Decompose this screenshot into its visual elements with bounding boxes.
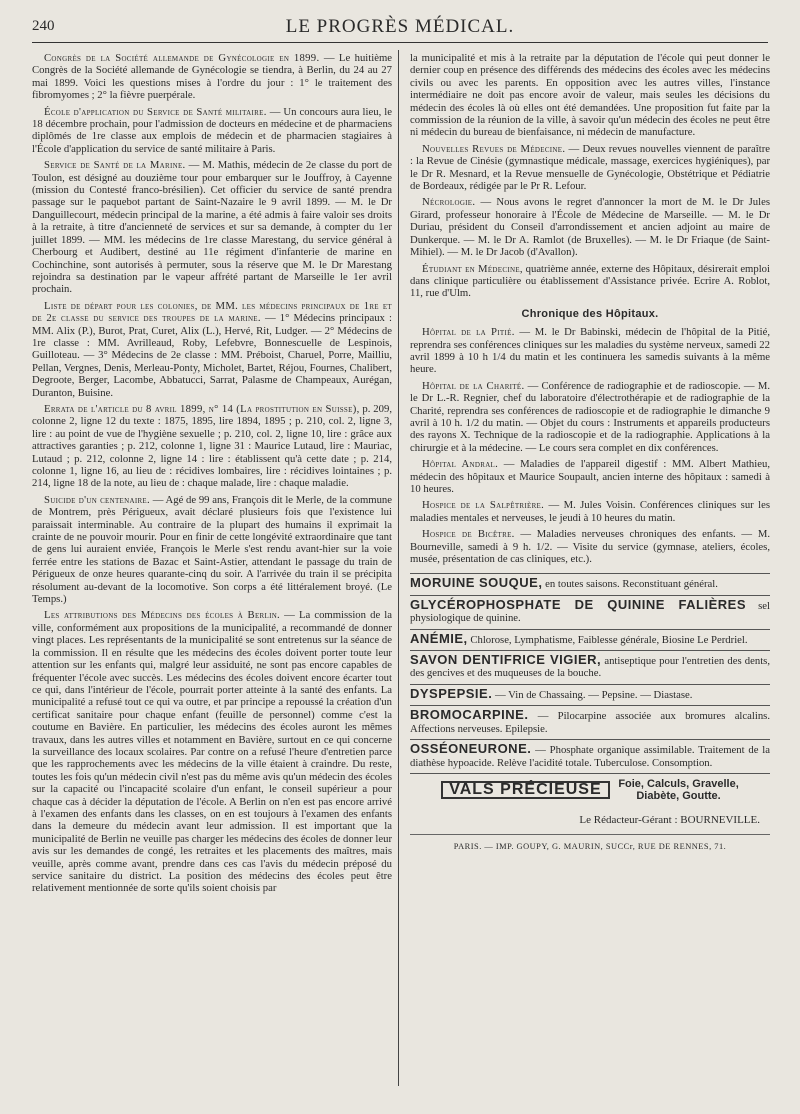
running-title: LE PROGRÈS MÉDICAL.: [285, 16, 515, 37]
column-divider: [398, 50, 399, 1086]
article-text: — Maladies de l'appareil digestif : MM. Albert Mathieu, médecin des hôpitaux et Maurice Soupault, ancien interne des hôpitaux : samedi à 10 heures.: [410, 458, 770, 495]
chronique-item: [410, 380, 770, 454]
advertisement: [410, 739, 770, 774]
ad-name: MORUINE SOUQUE,: [410, 575, 543, 591]
news-item: [32, 106, 392, 156]
article-lead: Suicide d'un centenaire.: [44, 493, 150, 506]
news-item: [32, 403, 392, 490]
chronique-item: [410, 499, 770, 524]
article-lead: Service de Santé de la Marine.: [44, 159, 186, 172]
article-text: la municipalité et mis à la retraite par la députation de l'école qui peut donner le dernier coup en présence des différends des médecins des écoles avec les médecins civils ou avec les parents. En opposition avec les autres villes, l'instance intermédiaire ne doit pas encore avoir de valeur, mais seules les décisions du médecin des écoles là où elles ont été demandées. Une proposition fut faite par la commission de la réunion de la ville, à savoir qu'un médecin des écoles ne peut être ni médecin du bureau de bienfaisance, ni médecin de manufacture.: [410, 52, 770, 139]
ad-name: BROMOCARPINE.: [410, 707, 529, 723]
article-lead: Errata de l'article du 8 avril 1899, n° 14 (La prostitution en Suisse),: [44, 402, 360, 415]
vals-line2: Diabète, Goutte.: [636, 789, 721, 802]
right-column: [410, 52, 770, 854]
article-text: — Agé de 99 ans, François dit le Merle, de la commune de Montrem, près Périgueux, avait déclaré plusieurs fois que l'existence lui paraissait interminable. Au contraire de la plupart des humains il exprimait la crainte de ne pouvoir mourir. Pour en finir de cette longévité extraordinaire que tant de gens lui auraient enviée, François le Merle s'est rendu avant-hier sur la voie ferrée entre les stations de Bazac et Saint-Astier, attendant le passage du train de Périgueux de onze heures quarante-cinq du soir. A l'arrivée du train il se précipita résolument au-devant de la locomotive. Son corps a été littéralement broyé. (Le Temps.): [32, 493, 393, 606]
news-item: [410, 143, 770, 193]
article-text: — La commission de la ville, conformément aux propositions de la municipalité, a recommandé de donner vingt places. Les représentants de la municipalité se sont entretenus sur la séance de la commission. Il en résulte que les médecins des écoles doivent porter toute leur attention sur les enfants qui, malgré leur assiduité, ne sont pas encore capables de fréquenter l'école avec succès. Les médecins des écoles doivent encore écarter tout ce qui, dans l'intérieur de l'école, pourrait porter atteinte à la santé des enfants. La municipalité a refusé tout ce qui va outre, et par principe a repoussé la création d'un certificat sanitaire pour chaque enfant (feuille de personnel) comme c'est la coutume en Bavière. En particulier, les médecins des écoles auront les mêmes travaux, dans les autres villes et notamment en Bavière, surtout en ce qui concerne la surveillance des locaux scolaires. Par contre on a refusé l'heure d'entretien parce que les rapprochements avec les médecins de la ville étaient à craindre. Du reste, toutes les fois qu'un médecin civil n'est pas du même avis qu'un médecin des écoles sur la capacité ou l'incapacité scolaire d'un enfant, le conseil supérieur a pour chaque cas à décider la députation de l'école. A Berlin on n'en est pas encore arrivé à l'examen des enfants dans les classes, on en est toujours à l'examen des enfants dans la demeure du médecin avant leur admission. Il est important que la municipalité de Berlin ne veuille pas charger les médecins des écoles de donner leur avis sur les demandes de congé, les retraites et les placements des maîtres, mais veuille, après comme avant, prendre dans ces cas l'avis du médecin préposé du service sanitaire du district. La position des médecins des écoles peut être relativement mentionnée de sorte qu'ils soient choisis par: [32, 609, 393, 895]
article-lead: Liste de départ pour les colonies, de MM. les médecins principaux de 1re et de 2e classe du service des troupes de la marine.: [32, 299, 392, 325]
article-text: p. 209, colonne 2, ligne 12 du texte : 1875, 1895, lire 1894, 1895 ; p. 210, col. 2, ligne 3, lire : au point de vue de l'hygiène sexuelle ; p. 210, col. 2, ligne 10, lire : grâce aux attractives garanties ; p. 212, colonne 1, ligne 31 : Maurice Lutaud, lire : Mauriac, Lutaud ; p. 212, colonne 2, ligne 14 : lire : établissent qu'à cette date ; p. 214, colonne 1, ligne 16, au lieu de : récidives lombaires, lire : récidives lointaines ; p. 214, ligne 18 de la note, au lieu de : chaque malade, lire : chaque maladie.: [32, 402, 393, 490]
printer-line: PARIS. — IMP. GOUPY, G. MAURIN, SUCCr, RUE DE RENNES, 71.: [410, 834, 770, 853]
article-lead: Hospice de Bicêtre.: [422, 528, 515, 541]
chronique-item: [410, 326, 770, 376]
chronique-articles: [410, 326, 770, 565]
article-text: — M. Jules Voisin. Conférences cliniques sur les maladies mentales et nerveuses, le jeudi à 10 heures du matin.: [410, 499, 770, 524]
news-item: [410, 196, 770, 258]
ad-name: SAVON DENTIFRICE VIGIER,: [410, 652, 602, 668]
advertisement: [410, 650, 770, 684]
news-item: [32, 609, 392, 894]
article-lead: Étudiant en Médecine,: [422, 262, 523, 275]
news-item: [32, 52, 392, 102]
article-text: — Deux revues nouvelles viennent de paraître : la Revue de Cinésie (gymnastique médicale, massage, exercices hygiéniques), par le Dr R. Mesnard, et la Revue mensuelle de Gynécologie, Obstétrique et Pédiatrie de Bordeaux, rédigée par le Pr R. Lefour.: [410, 142, 770, 193]
page-header: [32, 16, 768, 40]
vals-name: VALS PRÉCIEUSE: [441, 781, 609, 799]
news-item: [410, 263, 770, 300]
article-text: — M. Mathis, médecin de 2e classe du port de Toulon, est désigné au douzième tour pour embarquer sur le Jouffroy, à Cayenne (mission du Contesté franco-brésilien). Cet officier du service de santé prendra passage sur le paquebot partant de Saint-Nazaire le 9 avril 1899. — M. le Dr Danguillecourt, médecin principal de la marine, a été admis à faire valoir ses droits à la retraite, à titre d'ancienneté de services et sur sa demande, à compter du 1er juillet 1899. — MM. les médecins de 1re classe Marestang, du service général à Cherbourg et Audibert, destiné au 11e régiment d'infanterie de marine en Cochinchine, sont autorisés à permuter, sous la réserve que M. le Dr Marestang rejoindra sa destination par le vapeur affrété partant de Marseille le 1er avril prochain.: [32, 159, 393, 296]
news-item: [32, 159, 392, 295]
ad-name: DYSPEPSIE.: [410, 685, 493, 701]
ad-text: antiseptique pour l'entretien des dents, des gencives et des muqueuses de la bouche.: [410, 655, 771, 680]
article-lead: Nécrologie.: [422, 196, 476, 209]
chronique-item: [410, 458, 770, 495]
article-text: quatrième année, externe des Hôpitaux, désirerait emploi dans clinique particulière ou établissement d'Assistance privée. Ecrire A. Roblot, 11, rue d'Ulm.: [410, 262, 770, 300]
advertisements: [410, 573, 770, 773]
article-lead: Hospice de la Salpêtrière.: [422, 499, 545, 512]
advertisement: [410, 595, 770, 629]
ad-text: — Vin de Chassaing. — Pepsine. — Diastase.: [494, 688, 693, 701]
article-lead: Hôpital de la Pitié.: [422, 326, 515, 339]
article-text: — M. le Dr Babinski, médecin de l'hôpital de la Pitié, reprendra ses conférences cliniques sur les maladies du système nerveux, samedi 22 avril 1899 à 10 h 1/4 du matin et les continuera les samedis suivants à la même heure.: [410, 326, 770, 376]
article-text: — Maladies nerveuses chroniques des enfants. — M. Bourneville, samedi à 9 h. 1/2. — Visite du service (gymnase, ateliers, écoles, musée, présentation de cas cliniques, etc.).: [410, 528, 770, 566]
advertisement: [410, 573, 770, 594]
ad-name: GLYCÉROPHOSPHATE DE QUININE FALIÈRES: [410, 596, 747, 612]
advertisement: [410, 705, 770, 739]
news-item: [32, 300, 392, 399]
advertisement: [410, 629, 770, 650]
vals-description: [618, 778, 738, 802]
article-lead: École d'application du Service de Santé militaire.: [44, 105, 267, 118]
article-lead: Les attributions des Médecins des écoles à Berlin.: [44, 609, 281, 622]
page-number: 240: [32, 18, 55, 34]
ad-text: — Pilocarpine associée aux bromures alcalins. Affections nerveuses. Epilepsie.: [410, 710, 771, 735]
vals-ad: [410, 774, 770, 806]
article-lead: Congrès de la Société allemande de Gynécologie en 1899.: [44, 52, 320, 64]
article-text: — Conférence de radiographie et de radioscopie. — M. le Dr L.-R. Regnier, chef du laboratoire d'électrothérapie et de radiographie de la Charité, reprendra ses conférences de radioscopie et de radiographie le dimanche 9 avril à 10 h. 1/2 du matin. — Objet du cours : Instruments et appareils producteurs des rayons X. Technique de la radioscopie et de la radiographie. Applications à la chirurgie et à la médecine. — Le cours sera complet en dix conférences.: [410, 379, 770, 454]
right-articles: [410, 52, 770, 300]
chronique-title: Chronique des Hôpitaux.: [521, 307, 659, 320]
left-column: [32, 52, 392, 899]
news-item: [410, 52, 770, 139]
article-text: — Nous avons le regret d'annoncer la mort de M. le Dr Jules Girard, professeur honoraire à l'École de Médecine de Marseille. — M. le Dr Duriau, président du Conseil d'arrondissement et ancien adjoint au maire de Dunkerque. — M. le Dr A. Ramlot (de Bruxelles). — M. le Dr Friaque (de Saint-Mihiel). — M. le Dr Jacob (d'Avallon).: [410, 196, 771, 259]
chronique-item: [410, 528, 770, 565]
advertisement: [410, 684, 770, 705]
article-lead: Hôpital Andral.: [422, 458, 499, 471]
ad-text: en toutes saisons. Reconstituant général.: [545, 578, 718, 591]
article-lead: Nouvelles Revues de Médecine.: [422, 142, 566, 155]
vals-line1: Foie, Calculs, Gravelle,: [618, 777, 739, 790]
header-rule: [32, 42, 768, 43]
article-lead: Hôpital de la Charité.: [422, 379, 525, 392]
ad-text: Chlorose, Lymphatisme, Faiblesse générale, Biosine Le Perdriel.: [470, 633, 748, 646]
article-text: — 1° Médecins principaux : MM. Alix (P.), Burot, Prat, Curet, Alix (L.), Hervé, Rit, Ludger. — 2° Médecins de 1re classe : MM. Avrilleaud, Roby, Lefebvre, Bonnescuelle de Lespinois, Guilloteau. — 3° Médecins de 2e classe : MM. Préboist, Charuel, Porre, Mailliu, Pellan, Vergnes, Denis, Merleau-Ponty, Micholet, Bartet, Réjou, Fournes, Chalibert, Degroote, Berger, Lacombe, Abbatucci, Sarrat, Palasme de Champeaux, Aurégan, Duranton, Buisine.: [32, 312, 392, 399]
article-text: — Le huitième Congrès de la Société allemande de Gynécologie se tiendra, à Berlin, du 24 au 27 mai 1899. Voici les questions mises à l'ordre du jour : 1° le traitement des fibromyomes ; 2° la fièvre puerpérale.: [32, 52, 393, 102]
ad-text: sel physiologique de quinine.: [410, 599, 771, 625]
ad-text: — Phosphate organique assimilable. Traitement de la diathèse hypoacide. Relève l'acidité totale. Tuberculose. Consomption.: [410, 744, 770, 769]
ad-name: OSSÉONEURONE.: [410, 741, 532, 757]
article-text: — Un concours aura lieu, le 18 décembre prochain, pour l'admission de docteurs en médecine et de pharmaciens diplômés de 1re classe aux emplois de médecin et de pharmacien stagiaires à l'École d'application du service de santé militaire à Paris.: [32, 105, 392, 155]
redacteur-gerant: Le Rédacteur-Gérant : BOURNEVILLE.: [579, 813, 760, 826]
news-item: [32, 494, 392, 606]
ad-name: ANÉMIE,: [410, 630, 468, 646]
